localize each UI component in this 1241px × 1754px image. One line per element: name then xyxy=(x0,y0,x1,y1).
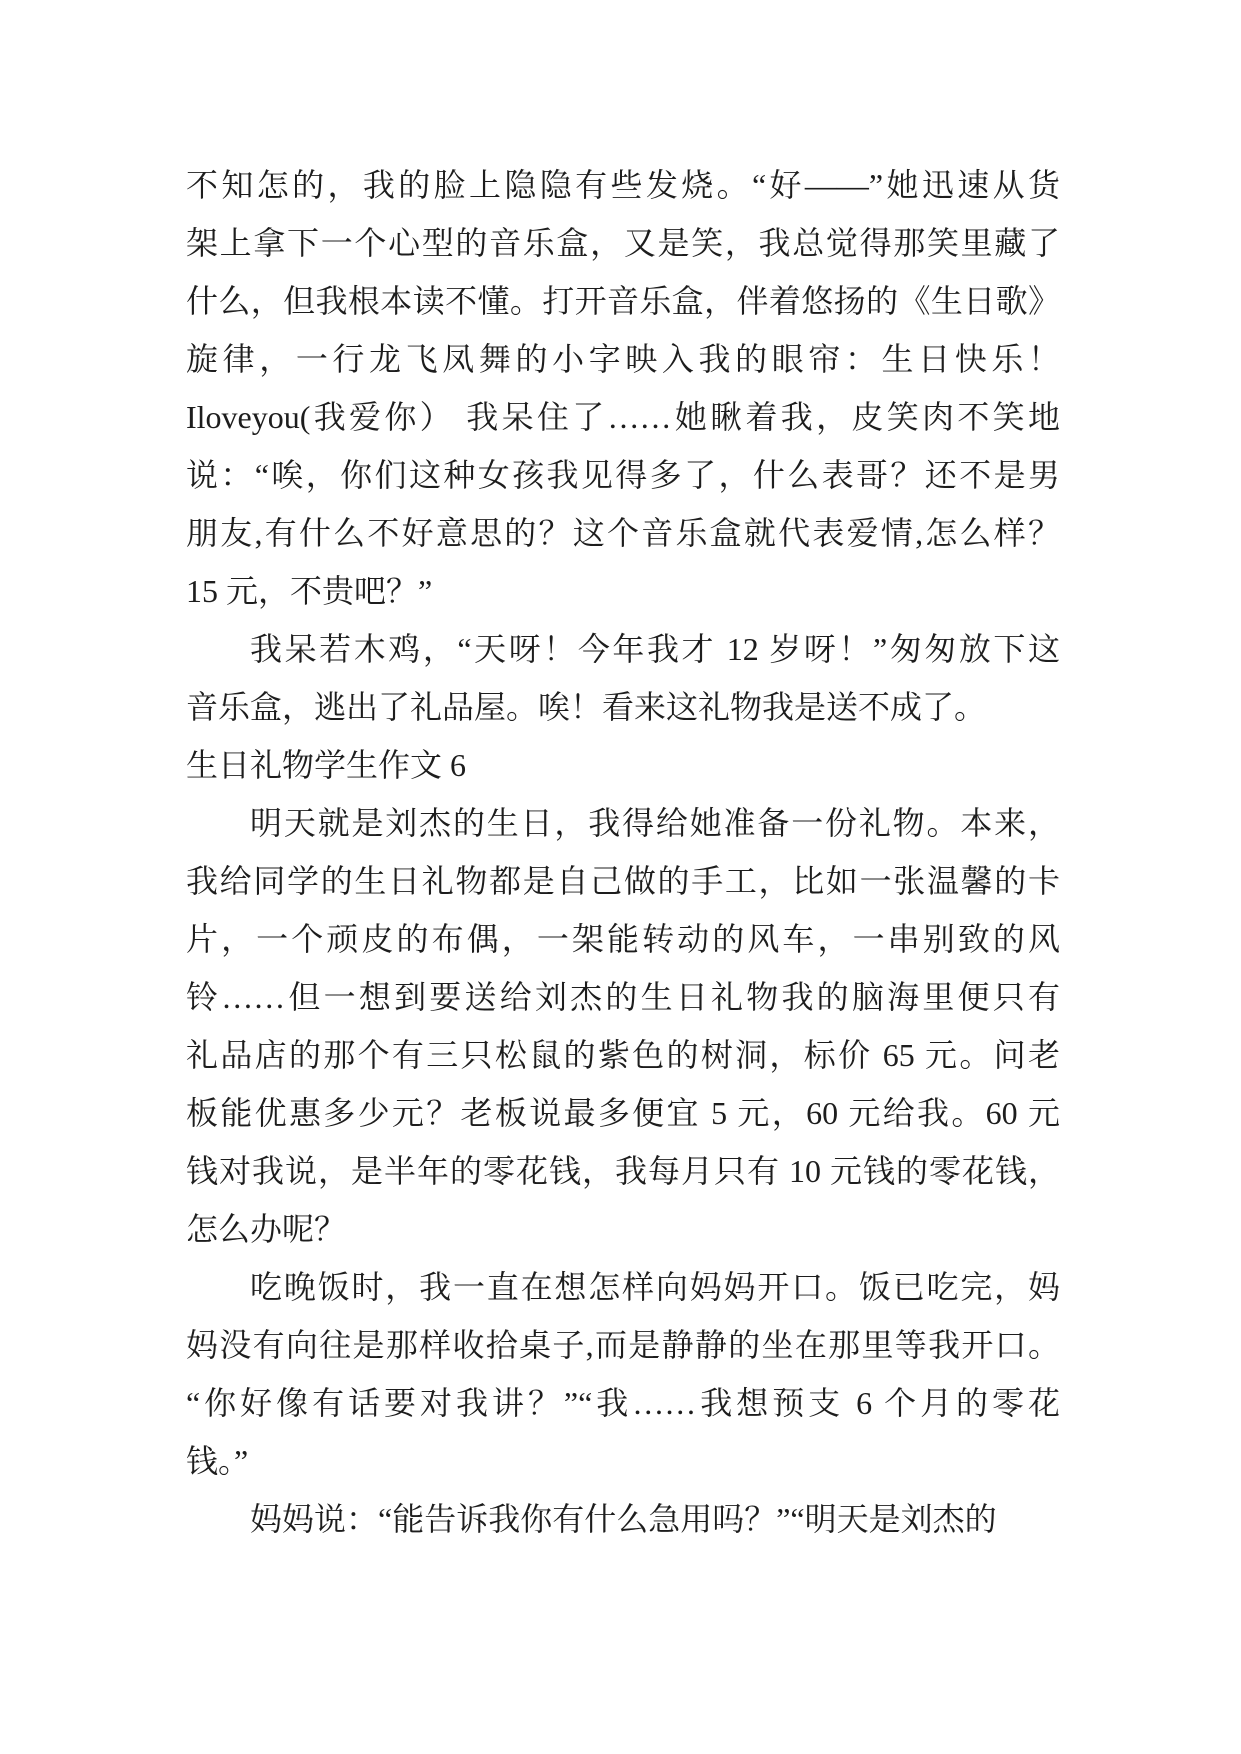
text-line: 钱对我说，是半年的零花钱，我每月只有 10 元钱的零花钱， xyxy=(186,1153,1060,1189)
text-line: “你好像有话要对我讲？”“我……我想预支 6 个月的零花 xyxy=(186,1385,1060,1421)
text-line: 明天就是刘杰的生日，我得给她准备一份礼物。本来， xyxy=(250,805,1060,841)
text-line: 礼品店的那个有三只松鼠的紫色的树洞，标价 65 元。问老 xyxy=(186,1037,1060,1073)
text-line: 朋友,有什么不好意思的？这个音乐盒就代表爱情,怎么样？ xyxy=(186,515,1060,551)
essay-section-heading: 生日礼物学生作文 6 xyxy=(186,747,467,783)
text-line: 15 元，不贵吧？” xyxy=(186,573,433,609)
text-line: 吃晚饭时，我一直在想怎样向妈妈开口。饭已吃完，妈 xyxy=(250,1269,1060,1305)
text-line: 妈妈说：“能告诉我你有什么急用吗？”“明天是刘杰的 xyxy=(250,1501,997,1537)
text-line: 什么，但我根本读不懂。打开音乐盒，伴着悠扬的《生日歌》 xyxy=(186,283,1060,319)
text-line: 我给同学的生日礼物都是自己做的手工，比如一张温馨的卡 xyxy=(186,863,1060,899)
text-line: 旋律，一行龙飞凤舞的小字映入我的眼帘：生日快乐！ xyxy=(186,341,1060,377)
text-line: 说：“唉，你们这种女孩我见得多了，什么表哥？还不是男 xyxy=(186,457,1060,493)
text-line: Iloveyou(我爱你） 我呆住了……她瞅着我，皮笑肉不笑地 xyxy=(186,399,1060,435)
text-line: 怎么办呢？ xyxy=(186,1211,347,1247)
text-line: 我呆若木鸡，“天呀！今年我才 12 岁呀！”匆匆放下这 xyxy=(250,631,1060,667)
text-line: 板能优惠多少元？老板说最多便宜 5 元，60 元给我。60 元 xyxy=(186,1095,1060,1131)
essay-text-block xyxy=(186,156,1060,1548)
text-line: 音乐盒，逃出了礼品屋。唉！看来这礼物我是送不成了。 xyxy=(186,689,987,725)
text-line: 片，一个顽皮的布偶，一架能转动的风车，一串别致的风 xyxy=(186,921,1060,957)
text-line: 妈没有向往是那样收拾桌子,而是静静的坐在那里等我开口。 xyxy=(186,1327,1060,1363)
text-line: 不知怎的，我的脸上隐隐有些发烧。“好——”她迅速从货 xyxy=(186,167,1060,203)
text-line: 架上拿下一个心型的音乐盒，又是笑，我总觉得那笑里藏了 xyxy=(186,225,1060,261)
text-line: 铃……但一想到要送给刘杰的生日礼物我的脑海里便只有 xyxy=(186,979,1060,1015)
text-line: 钱。” xyxy=(186,1443,249,1479)
